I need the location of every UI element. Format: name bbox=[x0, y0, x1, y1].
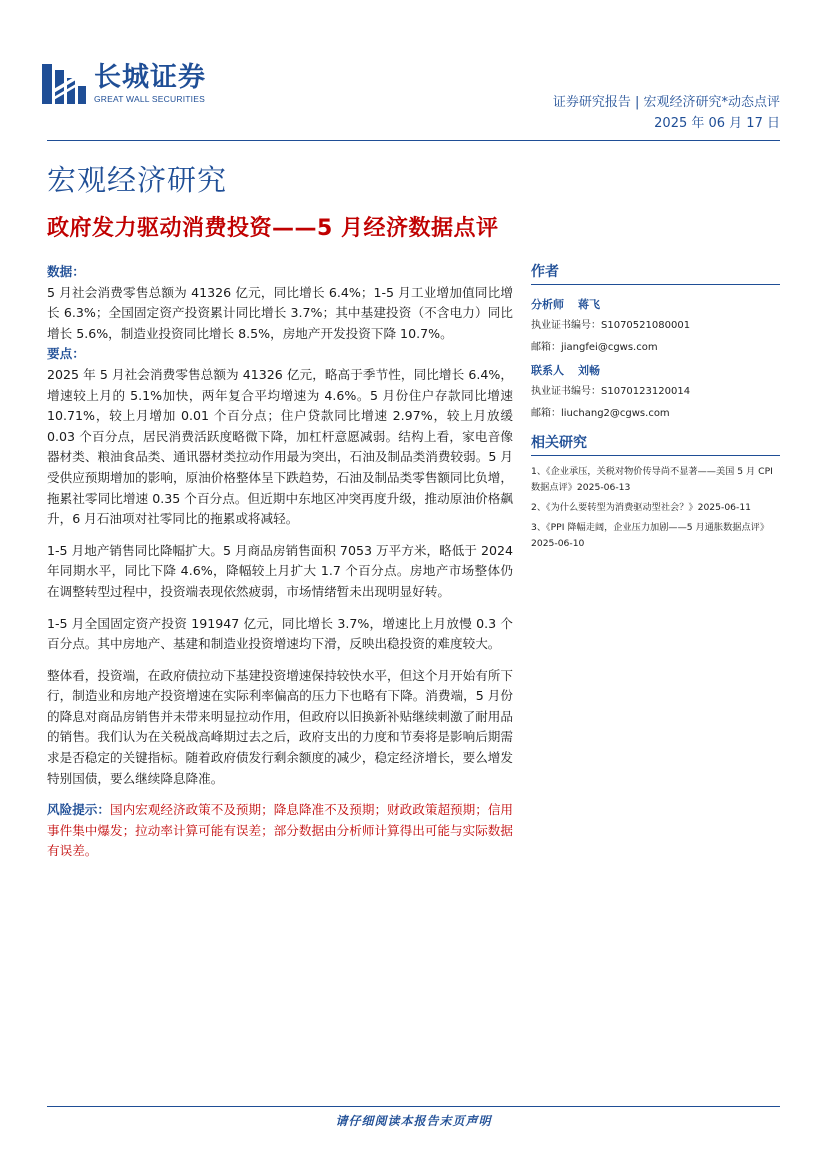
contact-name: 刘畅 bbox=[578, 364, 600, 377]
related-research-heading: 相关研究 bbox=[531, 433, 780, 456]
contact-role: 联系人 bbox=[531, 364, 564, 377]
analyst-line bbox=[531, 297, 780, 313]
header-divider bbox=[47, 140, 780, 141]
data-label: 数据： bbox=[47, 264, 85, 279]
logo-text-cn: 长城证券 bbox=[94, 62, 206, 93]
sidebar bbox=[531, 262, 780, 552]
main-content bbox=[47, 262, 513, 873]
risk-text: 国内宏观经济政策不及预期；降息降准不及预期；财政政策超预期；信用事件集中爆发；拉动率计算可能有误差；部分数据由分析师计算得出可能与实际数据有误差。 bbox=[47, 802, 514, 859]
section-title: 宏观经济研究 bbox=[47, 163, 228, 197]
authors-heading: 作者 bbox=[531, 262, 780, 285]
footer-disclaimer: 请仔细阅读本报告末页声明 bbox=[335, 1114, 492, 1128]
report-type: 证券研究报告 | 宏观经济研究*动态点评 bbox=[552, 95, 780, 110]
related-research-item[interactable]: 2、《为什么要转型为消费驱动型社会？》2025-06-11 bbox=[531, 502, 752, 513]
footer-divider bbox=[47, 1106, 780, 1107]
points-heading bbox=[47, 344, 513, 365]
report-meta bbox=[553, 94, 780, 133]
report-headline: 政府发力驱动消费投资——5 月经济数据点评 bbox=[47, 216, 499, 241]
analyst-role: 分析师 bbox=[531, 298, 564, 311]
logo-text-en: GREAT WALL SECURITIES bbox=[94, 94, 205, 104]
analyst-name: 蒋飞 bbox=[578, 298, 600, 311]
data-heading bbox=[47, 262, 513, 283]
report-date: 2025 年 06 月 17 日 bbox=[654, 116, 780, 131]
points-label: 要点： bbox=[47, 346, 85, 362]
great-wall-logo-icon bbox=[42, 64, 86, 104]
related-research-item[interactable]: 1、《企业承压，关税对物价传导尚不显著——美国 5 月 CPI 数据点评》2025-06-13 bbox=[531, 466, 773, 493]
contact-email[interactable]: 邮箱：liuchang2@cgws.com bbox=[531, 408, 670, 419]
analyst-cert: 执业证书编号：S1070521080001 bbox=[531, 320, 691, 331]
related-research-item[interactable]: 3、《PPI 降幅走阔，企业压力加剧——5 月通胀数据点评》2025-06-10 bbox=[531, 522, 770, 549]
data-paragraph: 5 月社会消费零售总额为 41326 亿元，同比增长 6.4%；1-5 月工业增加值同比增长 6.3%；全国固定资产投资累计同比增长 3.7%；其中基建投资（不含电力）同比增长 5.6%，制造业投资同比增长 8.5%，房地产开发投资下降 10.7%。 bbox=[47, 284, 513, 341]
body-paragraph: 2025 年 5 月社会消费零售总额为 41326 亿元，略高于季节性，同比增长 6.4%，增速较上月的 5.1%加快，两年复合平均增速为 4.6%。5 月份住户存款同比增速 10.71%，较上月增加 0.01 个百分点；住户贷款同比增速 2.97%，较上月放缓 0.03 个百分点，居民消费活跃度略微下降，加杠杆意愿减弱。结构上看，家电音像器材类、粮油食品类、通讯器材类拉动作用最为突出，石油及制品类消费较弱。5 月受供应预期增加的影响，原油价格整体呈下跌趋势，石油及制品类零售额同比负增，拖累社零同比增速 0.35 个百分点。但近期中东地区冲突再度升级，推动原油价格飙升，6 月石油项对社零同比的拖累或将减轻。 bbox=[47, 366, 513, 527]
contact-line bbox=[531, 363, 780, 379]
body-paragraph: 整体看，投资端，在政府债拉动下基建投资增速保持较快水平，但这个月开始有所下行，制造业和房地产投资增速在实际利率偏高的压力下也略有下降。消费端，5 月份的降息对商品房销售并未带来明显拉动作用，但政府以旧换新补贴继续刺激了耐用品的销售。我们认为在关税战高峰期过去之后，政府支出的力度和节奏将是影响后期需求是否稳定的关键指标。随着政府债发行剩余额度的减少，稳定经济增长，要么增发特别国债，要么继续降息降准。 bbox=[47, 667, 513, 786]
company-logo bbox=[42, 62, 242, 108]
body-paragraph: 1-5 月全国固定资产投资 191947 亿元，同比增长 3.7%，增速比上月放慢 0.3 个百分点。其中房地产、基建和制造业投资增速均下滑，反映出稳投资的难度较大。 bbox=[47, 615, 513, 652]
risk-warning bbox=[47, 800, 513, 862]
analyst-email[interactable]: 邮箱：jiangfei@cgws.com bbox=[531, 342, 658, 353]
contact-cert: 执业证书编号：S1070123120014 bbox=[531, 386, 691, 397]
risk-label: 风险提示： bbox=[47, 802, 110, 818]
body-paragraph: 1-5 月地产销售同比降幅扩大。5 月商品房销售面积 7053 万平方米，略低于 2024 年同期水平，同比下降 4.6%，降幅较上月扩大 1.7 个百分点。房地产市场整体仍在调整转型过程中，投资端表现依然疲弱，市场情绪暂未出现明显好转。 bbox=[47, 542, 513, 599]
